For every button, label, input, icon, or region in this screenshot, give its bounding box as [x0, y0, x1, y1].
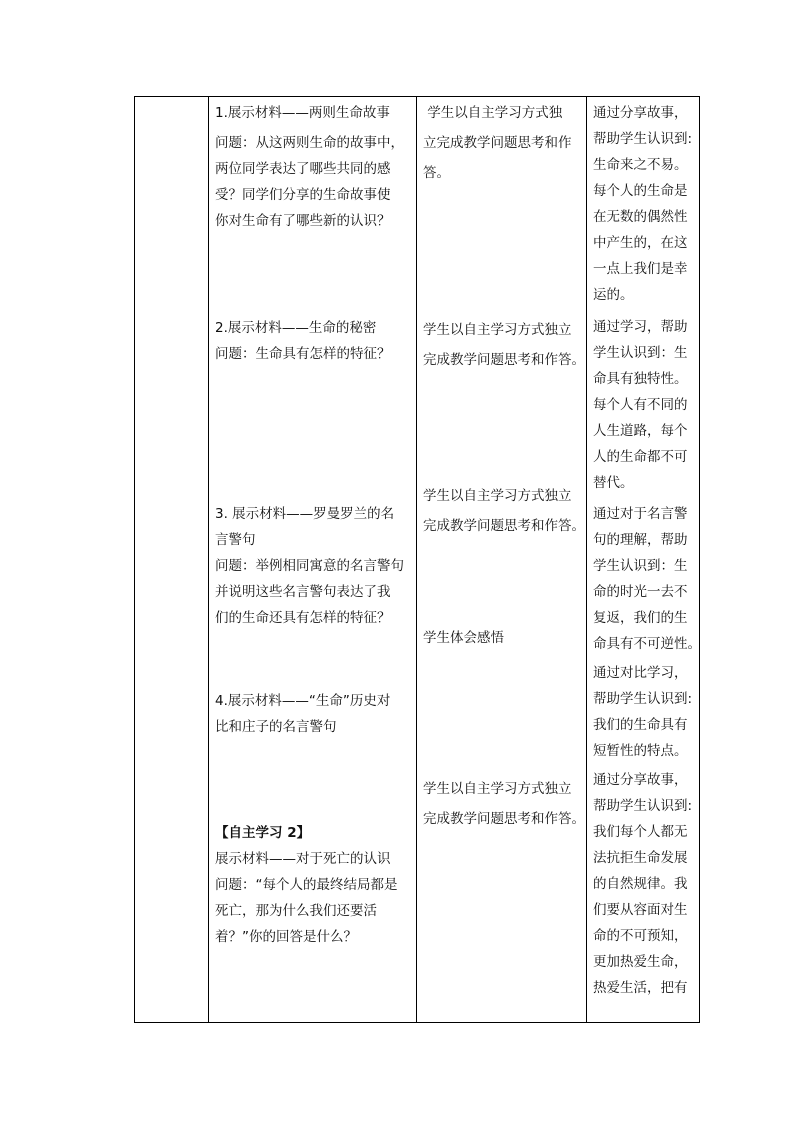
- material-1-question: 受？同学们分享的生命故事使: [215, 187, 391, 203]
- design-intent-line: 人的生命都不可: [593, 449, 688, 465]
- material-5-title: 展示材料——对于死亡的认识: [215, 851, 391, 867]
- design-intent-line: 中产生的，在这: [593, 235, 688, 251]
- material-1-question: 两位同学表达了哪些共同的感: [215, 161, 391, 177]
- design-intent-line: 命具有独特性。: [593, 371, 688, 387]
- design-intent-line: 句的理解，帮助: [593, 532, 688, 548]
- section-heading: 【自主学习 2】: [215, 825, 311, 841]
- design-intent-line: 短暂性的特点。: [593, 743, 688, 759]
- design-intent-line: 通过分享故事，: [593, 105, 688, 121]
- material-2-question: 问题：生命具有怎样的特征？: [215, 346, 391, 362]
- student-activity-3: 学生以自主学习方式独立: [423, 488, 572, 504]
- design-intent-line: 命具有不可逆性。: [593, 636, 701, 652]
- column-divider: [586, 97, 587, 1022]
- student-activity-5: 完成教学问题思考和作答。: [423, 811, 585, 827]
- design-intent-line: 更加热爱生命，: [593, 954, 688, 970]
- design-intent-line: 热爱生活，把有: [593, 980, 688, 996]
- material-5-question: 死亡，那为什么我们还要活: [215, 903, 377, 919]
- design-intent-line: 通过对于名言警: [593, 506, 688, 522]
- material-3-question: 并说明这些名言警句表达了我: [215, 584, 391, 600]
- design-intent-line: 通过分享故事，: [593, 772, 688, 788]
- student-activity-3: 完成教学问题思考和作答。: [423, 518, 585, 534]
- design-intent-line: 每个人的生命是: [593, 183, 688, 199]
- design-intent-line: 运的。: [593, 287, 634, 303]
- design-intent-line: 一点上我们是幸: [593, 261, 688, 277]
- design-intent-line: 我们每个人都无: [593, 824, 688, 840]
- material-2-title: 2.展示材料——生命的秘密: [215, 320, 377, 336]
- column-divider: [208, 97, 209, 1022]
- design-intent-line: 在无数的偶然性: [593, 209, 688, 225]
- material-5-question: 问题：“每个人的最终结局都是: [215, 877, 398, 893]
- design-intent-line: 生命来之不易。: [593, 157, 688, 173]
- design-intent-line: 帮助学生认识到:: [593, 691, 693, 707]
- student-activity-4: 学生体会感悟: [423, 630, 504, 646]
- design-intent-line: 命的时光一去不: [593, 584, 688, 600]
- material-4-title: 4.展示材料——“生命”历史对: [215, 693, 391, 709]
- design-intent-line: 学生认识到：生: [593, 345, 688, 361]
- design-intent-line: 学生认识到：生: [593, 558, 688, 574]
- material-3-title: 言警句: [215, 532, 256, 548]
- material-3-question: 们的生命还具有怎样的特征？: [215, 610, 391, 626]
- design-intent-line: 替代。: [593, 475, 634, 491]
- design-intent-line: 人生道路，每个: [593, 423, 688, 439]
- material-3-title: 3. 展示材料——罗曼罗兰的名: [215, 506, 395, 522]
- design-intent-line: 通过学习，帮助: [593, 319, 688, 335]
- design-intent-line: 帮助学生认识到:: [593, 131, 693, 147]
- design-intent-line: 法抗拒生命发展: [593, 850, 688, 866]
- material-1-question: 你对生命有了哪些新的认识？: [215, 213, 391, 229]
- design-intent-line: 通过对比学习，: [593, 665, 688, 681]
- material-4-title: 比和庄子的名言警句: [215, 719, 337, 735]
- student-activity-2: 学生以自主学习方式独立: [423, 322, 572, 338]
- material-1-question: 问题：从这两则生命的故事中，: [215, 135, 404, 151]
- design-intent-line: 们要从容面对生: [593, 902, 688, 918]
- design-intent-line: 帮助学生认识到:: [593, 798, 693, 814]
- student-activity-1: 立完成教学问题思考和作: [423, 135, 572, 151]
- lesson-table: [134, 96, 700, 1023]
- student-activity-2: 完成教学问题思考和作答。: [423, 352, 585, 368]
- student-activity-1: 答。: [423, 165, 450, 181]
- design-intent-line: 命的不可预知，: [593, 928, 688, 944]
- material-3-question: 问题：举例相同寓意的名言警句: [215, 558, 404, 574]
- student-activity-5: 学生以自主学习方式独立: [423, 781, 572, 797]
- material-5-question: 着？”你的回答是什么？: [215, 929, 357, 945]
- design-intent-line: 的自然规律。我: [593, 876, 688, 892]
- material-1-title: 1.展示材料——两则生命故事: [215, 105, 390, 121]
- student-activity-1: 学生以自主学习方式独: [423, 105, 563, 121]
- design-intent-line: 复返，我们的生: [593, 610, 688, 626]
- column-divider: [416, 97, 417, 1022]
- design-intent-line: 我们的生命具有: [593, 717, 688, 733]
- design-intent-line: 每个人有不同的: [593, 397, 688, 413]
